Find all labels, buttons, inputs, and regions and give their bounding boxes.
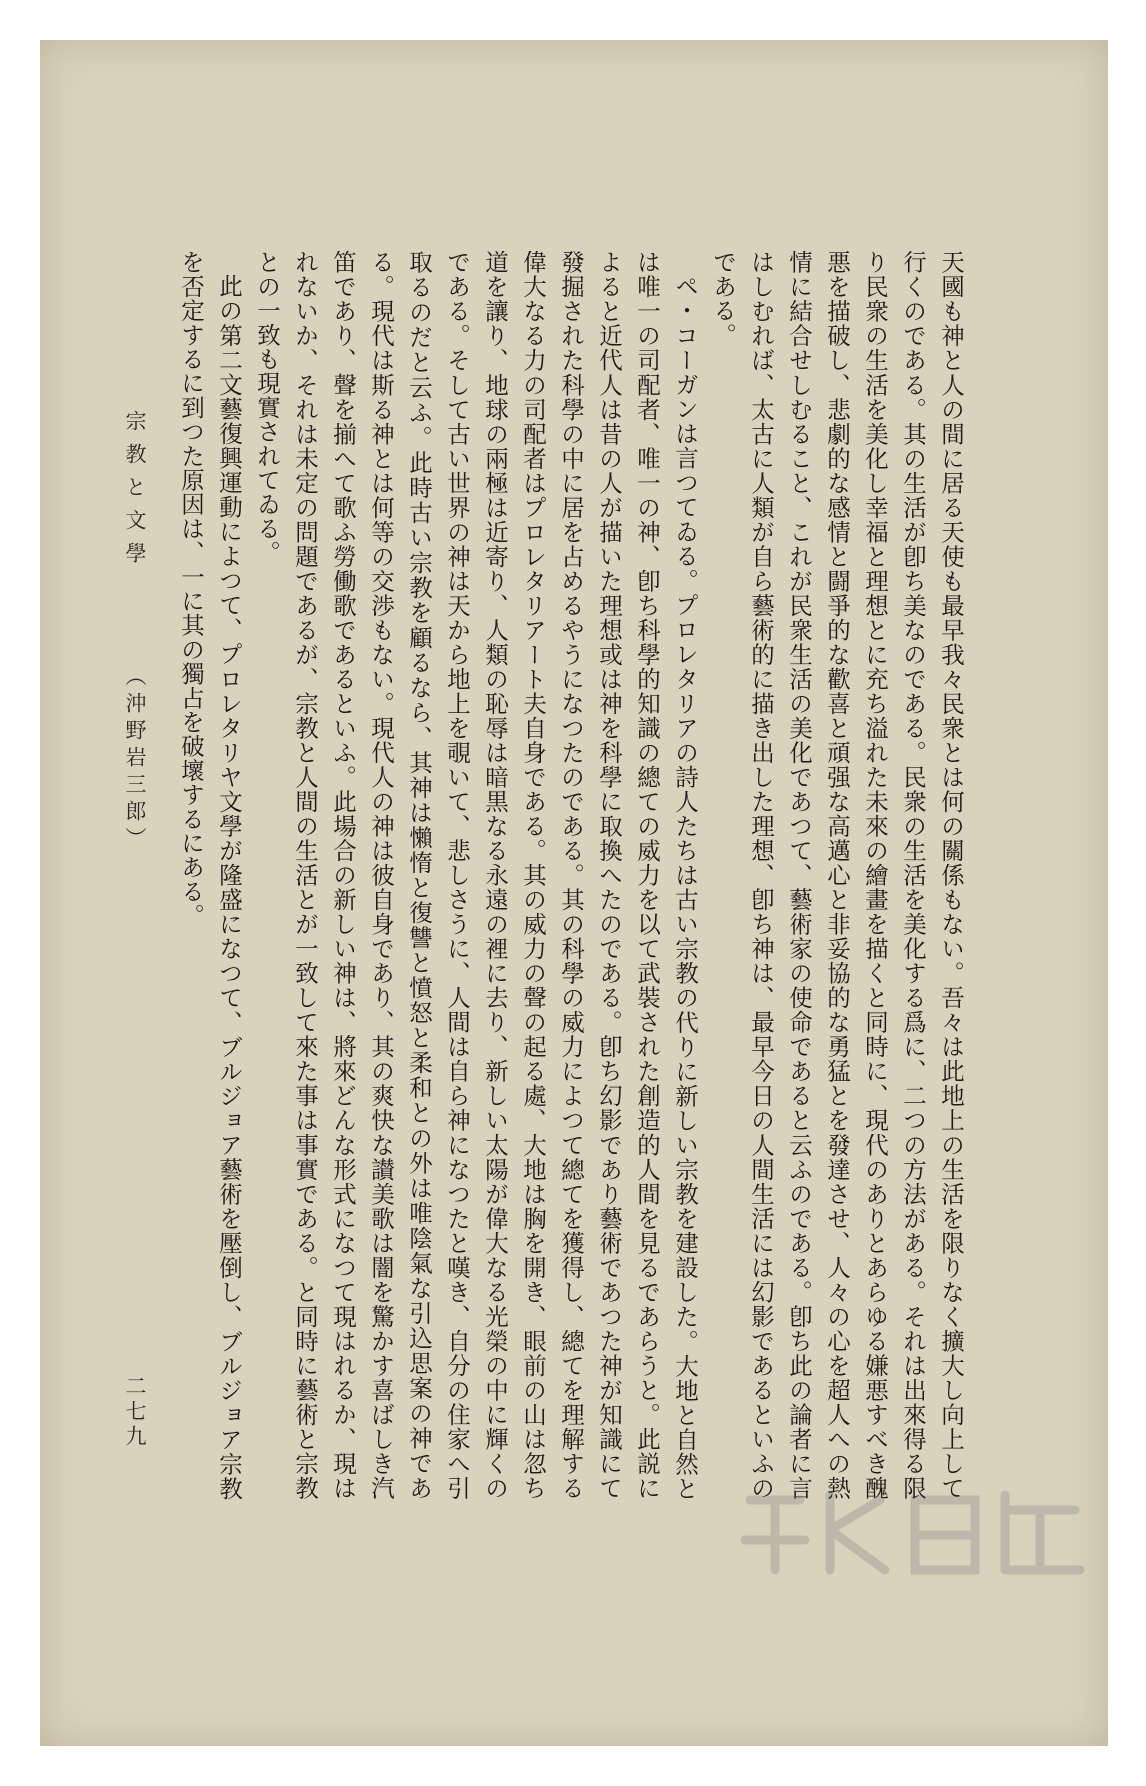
body-text [170,250,970,1500]
book-page [40,40,1108,1746]
paragraph-2: ペ・コーガンは言つてゐる。プロレタリアの詩人たちは古い宗教の代りに新しい宗教を建設した。大地と自然とは唯一の司配者、唯一の神、卽ち科學的知識の總ての威力を以て武裝された創造的人間を見るであらうと。此説によると近代人は昔の人が描いた理想或は神を科學に取換へたのである。卽ち幻影であり藝術であつた神が知識にて發掘された科學の中に居を占めるやうになつたのである。其の科學の威力によつて總てを獲得し、總てを理解する偉大なる力の司配者はプロレタリアート夫自身である。其の威力の聲の起る處、大地は胸を開き、眼前の山は忽ち道を讓り、地球の兩極は近寄り、人類の恥辱は暗黒なる永遠の裡に去り、新しい太陽が偉大なる光榮の中に輝くのである。そして古い世界の神は天から地上を覗いて、悲しさうに、人間は自ら神になつたと嘆き、自分の住家へ引取るのだと云ふ。此時古い宗教を顧るなら、其神は懶惰と復讐と憤怒と柔和との外は唯陰氣な引込思案の神である。現代は斯る神とは何等の交渉もない。現代人の神は彼自身であり、其の爽快な讃美歌は闇を驚かす喜ばしき汽笛であり、聲を揃へて歌ふ勞働歌であるといふ。此場合の新しい神は、將來どんな形式になつて現はれるか、現はれないか、それは未定の問題であるが、宗教と人間の生活とが一致して來た事は事實である。と同時に藝術と宗教との一致も現實されてゐる。 [253,250,699,1500]
author-name: （沖野岩三郎） [123,665,147,854]
paragraph-3: 此の第二文藝復興運動によつて、プロレタリヤ文學が隆盛になつて、ブルジョア藝術を壓倒し、ブルジョア宗教を否定するに到つた原因は、一に其の獨占を破壞するにある。 [177,250,243,1500]
paragraph-4 [170,250,172,1500]
library-watermark-icon [730,1470,1108,1590]
page-number: 二七九 [123,1375,147,1450]
running-head: 宗教と文學 [123,410,147,575]
paragraph-1: 天國も神と人の間に居る天使も最早我々民衆とは何の關係もない。吾々は此地上の生活を限りなく擴大し向上して行くのである。其の生活が卽ち美なのである。民衆の生活を美化する爲に、二つの方法がある。それは出來得る限り民衆の生活を美化し幸福と理想とに充ち溢れた未來の繪畫を描くと同時に、現代のありとあらゆる嫌悪すべき醜悪を描破し、悲劇的な感情と闘爭的な歡喜と頑强な高邁心と非妥協的な勇猛とを發達させ、人々の心を超人への熱情に結合せしむること、これが民衆生活の美化であつて、藝術家の使命であると云ふのである。卽ち此の論者に言はしむれば、太古に人類が自ら藝術的に描き出した理想、卽ち神は、最早今日の人間生活には幻影であるといふのである。 [709,250,965,1500]
